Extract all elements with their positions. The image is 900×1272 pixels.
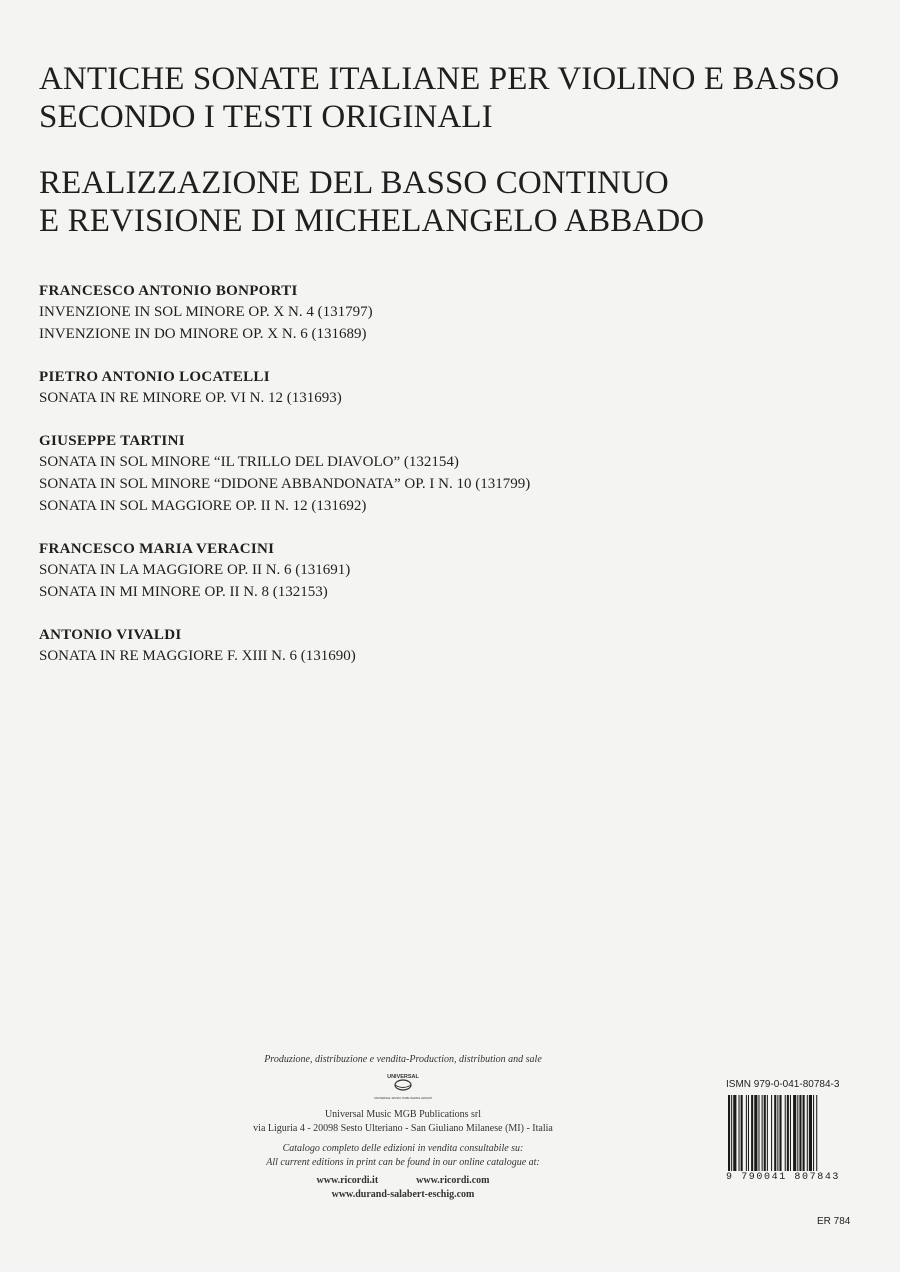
composer-name: PIETRO ANTONIO LOCATELLI [39, 369, 270, 385]
publisher-info [208, 1053, 598, 1202]
barcode-block [726, 1078, 871, 1184]
barcode-bar [785, 1095, 786, 1171]
composer-name: FRANCESCO ANTONIO BONPORTI [39, 283, 298, 299]
barcode-bar [764, 1095, 766, 1171]
barcode-bar [797, 1095, 798, 1171]
company-address: via Liguria 4 - 20098 Sesto Ulteriano - San Giuliano Milanese (MI) - Italia [253, 1123, 553, 1134]
work-item: SONATA IN MI MINORE OP. II N. 8 (132153) [39, 584, 328, 600]
work-item: SONATA IN RE MINORE OP. VI N. 12 (131693) [39, 390, 342, 406]
website-link-2[interactable]: www.ricordi.com [416, 1175, 490, 1186]
company-name: Universal Music MGB Publications srl [324, 1109, 482, 1120]
barcode-bar [739, 1095, 740, 1171]
barcode-bar [771, 1095, 772, 1171]
main-title-line-2: SECONDO I TESTI ORIGINALI [39, 99, 493, 135]
barcode-bar [731, 1095, 732, 1171]
barcode-bar [790, 1095, 791, 1171]
title-block [39, 60, 879, 240]
barcode-bar [793, 1095, 796, 1171]
barcode [726, 1095, 864, 1171]
barcode-bar [803, 1095, 805, 1171]
barcode-bar [754, 1095, 757, 1171]
main-title-line-1: ANTICHE SONATE ITALIANE PER VIOLINO E BASSO [39, 61, 840, 97]
barcode-bar [774, 1095, 776, 1171]
work-item: SONATA IN SOL MAGGIORE OP. II N. 12 (131692) [39, 498, 367, 514]
logo-text-top: UNIVERSAL [387, 1074, 419, 1080]
barcode-bar [748, 1095, 749, 1171]
barcode-bar [807, 1095, 808, 1171]
website-link-3[interactable]: www.durand-salabert-eschig.com [331, 1189, 475, 1200]
barcode-bar [758, 1095, 759, 1171]
ismn-label: ISMN 979-0-041-80784-3 [726, 1079, 840, 1090]
barcode-bar [767, 1095, 768, 1171]
composer-tartini [39, 431, 859, 517]
subtitle-line-2: E REVISIONE DI MICHELANGELO ABBADO [39, 203, 705, 239]
composer-veracini [39, 539, 859, 603]
barcode-bar [741, 1095, 743, 1171]
website-link-1[interactable]: www.ricordi.it [316, 1175, 379, 1186]
work-item: SONATA IN RE MAGGIORE F. XIII N. 6 (131690) [39, 648, 356, 664]
catalog-note-italian: Catalogo completo delle edizioni in vendita consultabile su: [282, 1143, 524, 1154]
barcode-bar [733, 1095, 736, 1171]
work-item: SONATA IN SOL MINORE “DIDONE ABBANDONATA” OP. I N. 10 (131799) [39, 476, 531, 492]
barcode-bar [779, 1095, 781, 1171]
composer-catalog [39, 281, 859, 689]
catalog-note-english: All current editions in print can be found in our online catalogue at: [266, 1157, 540, 1168]
subtitle-block [39, 164, 879, 240]
work-item: SONATA IN SOL MINORE “IL TRILLO DEL DIAVOLO” (132154) [39, 454, 459, 470]
composer-name: ANTONIO VIVALDI [39, 627, 182, 643]
barcode-bar [762, 1095, 763, 1171]
work-item: SONATA IN LA MAGGIORE OP. II N. 6 (131691) [39, 562, 351, 578]
work-item: INVENZIONE IN SOL MINORE OP. X N. 4 (131797) [39, 304, 373, 320]
barcode-bar [728, 1095, 730, 1171]
logo-text-bottom: UNIVERSAL MUSIC PUBLISHING GROUP [373, 1096, 433, 1100]
composer-name: GIUSEPPE TARTINI [39, 433, 185, 449]
barcode-bar [799, 1095, 801, 1171]
barcode-bar [813, 1095, 814, 1171]
barcode-bar [787, 1095, 789, 1171]
barcode-bar [751, 1095, 753, 1171]
barcode-bar [816, 1095, 817, 1171]
universal-music-logo [373, 1070, 433, 1104]
barcode-bar [777, 1095, 778, 1171]
work-item: INVENZIONE IN DO MINORE OP. X N. 6 (131689) [39, 326, 367, 342]
barcode-bar [809, 1095, 812, 1171]
composer-locatelli [39, 367, 859, 409]
composer-name: FRANCESCO MARIA VERACINI [39, 541, 275, 557]
subtitle-line-1: REALIZZAZIONE DEL BASSO CONTINUO [39, 165, 669, 201]
barcode-bar [746, 1095, 747, 1171]
composer-vivaldi [39, 625, 859, 667]
production-line: Produzione, distribuzione e vendita-Production, distribution and sale [264, 1054, 542, 1065]
edition-code: ER 784 [817, 1216, 851, 1227]
barcode-digits: 9 790041 807843 [726, 1172, 841, 1183]
composer-bonporti [39, 281, 859, 345]
